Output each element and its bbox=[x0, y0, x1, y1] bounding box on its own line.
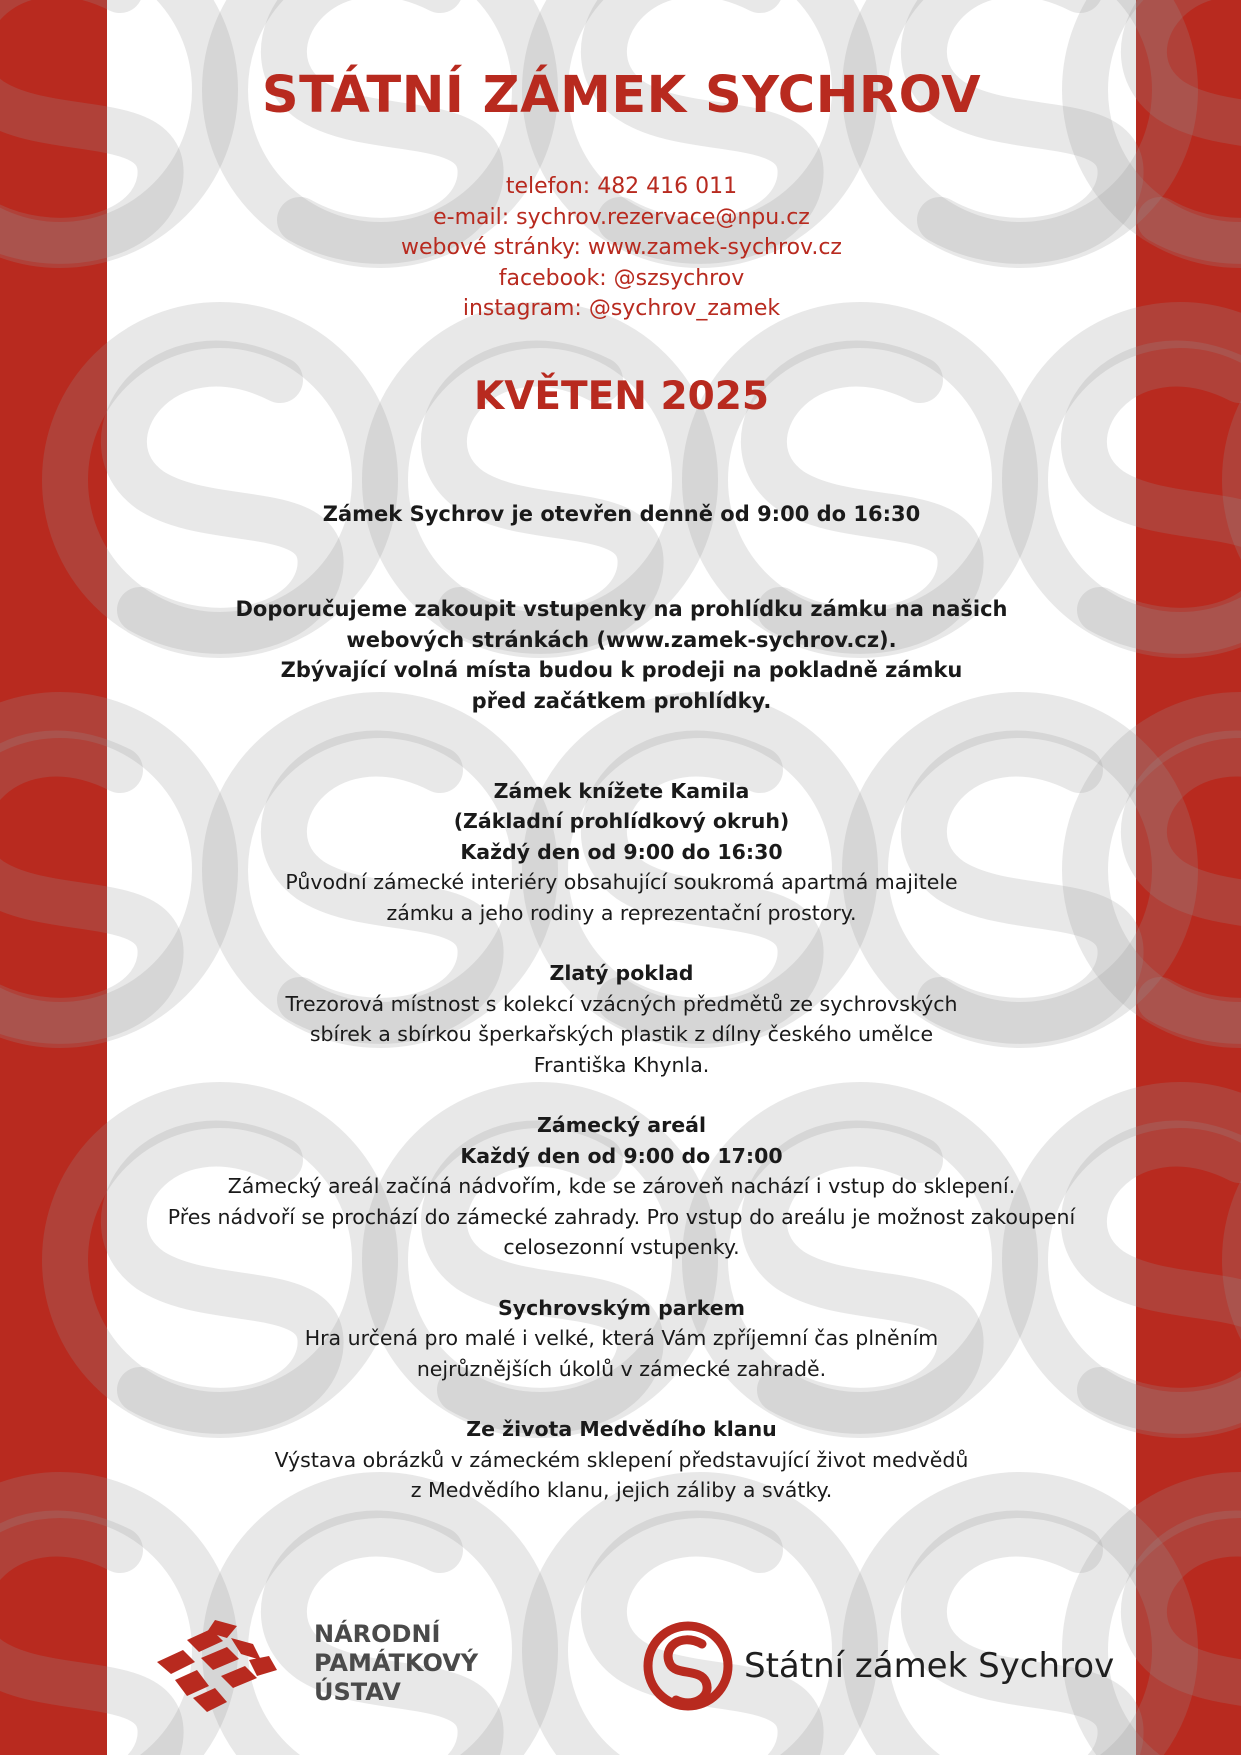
recommendation-line: před začátkem prohlídky. bbox=[471, 689, 772, 714]
website-text: webové stránky: www.zamek-sychrov.cz bbox=[401, 235, 842, 260]
section-text: Přes nádvoří se prochází do zámecké zahrady. Pro vstup do areálu je možnost zakoupení bbox=[167, 1204, 1076, 1229]
section-heading: Sychrovským parkem bbox=[497, 1295, 746, 1320]
section-heading: Ze života Medvědího klanu bbox=[466, 1417, 777, 1442]
section-text: celosezonní vstupenky. bbox=[503, 1235, 740, 1260]
poster-content bbox=[107, 0, 1136, 1755]
section-text: Hra určená pro malé i velké, která Vám zpříjemní čas plněním bbox=[304, 1326, 939, 1351]
section-sychrovskym-parkem bbox=[107, 1293, 1136, 1384]
section-text: nejrůznějších úkolů v zámecké zahradě. bbox=[416, 1356, 827, 1381]
sychrov-logo bbox=[640, 1618, 1115, 1718]
email-text: e-mail: sychrov.rezervace@npu.cz bbox=[433, 204, 810, 230]
npu-logo-line: NÁRODNÍ bbox=[314, 1620, 441, 1648]
section-text: zámku a jeho rodiny a reprezentační prostory. bbox=[386, 900, 857, 925]
section-text: sbírek a sbírkou šperkařských plastik z dílny českého umělce bbox=[309, 1022, 934, 1047]
section-zamecky-areal bbox=[107, 1110, 1136, 1262]
recommendation-line: webových stránkách (www.zamek-sychrov.cz). bbox=[346, 627, 897, 652]
page-title: STÁTNÍ ZÁMEK SYCHROV bbox=[261, 66, 982, 125]
section-heading: Zámek knížete Kamila bbox=[493, 779, 750, 803]
section-text: Původní zámecké interiéry obsahující soukromá apartmá majitele bbox=[285, 870, 958, 895]
recommendation-line: Doporučujeme zakoupit vstupenky na prohlídku zámku na našich bbox=[235, 597, 1008, 621]
section-subheading: (Základní prohlídkový okruh) bbox=[453, 809, 790, 834]
section-text: Trezorová místnost s kolekcí vzácných předmětů ze sychrovských bbox=[285, 991, 958, 1016]
month-heading: KVĚTEN 2025 bbox=[473, 374, 770, 419]
section-hours: Každý den od 9:00 do 16:30 bbox=[460, 839, 783, 864]
section-zlaty-poklad bbox=[107, 958, 1136, 1080]
section-hours: Každý den od 9:00 do 17:00 bbox=[460, 1143, 783, 1168]
section-text: Výstava obrázků v zámeckém sklepení představující život medvědů bbox=[274, 1447, 969, 1472]
section-text: z Medvědího klanu, jejich záliby a svátky. bbox=[410, 1478, 833, 1503]
section-text: Zámecký areál začíná nádvořím, kde se zároveň nachází i vstup do sklepení. bbox=[227, 1174, 1016, 1199]
instagram-text: instagram: @sychrov_zamek bbox=[462, 296, 781, 321]
npu-logo bbox=[157, 1620, 497, 1710]
opening-hours: Zámek Sychrov je otevřen denně od 9:00 do 16:30 bbox=[322, 502, 921, 526]
sychrov-logo-text: Státní zámek Sychrov bbox=[744, 1646, 1115, 1686]
sychrov-emblem-icon bbox=[640, 1618, 736, 1714]
ticket-recommendation bbox=[107, 594, 1136, 717]
program-sections bbox=[107, 776, 1136, 1536]
facebook-text: facebook: @szsychrov bbox=[498, 265, 745, 291]
section-heading: Zlatý poklad bbox=[549, 961, 694, 986]
section-zamek-knizete-kamila bbox=[107, 776, 1136, 928]
npu-logo-line: ÚSTAV bbox=[314, 1678, 401, 1706]
contact-block bbox=[107, 172, 1136, 325]
npu-logo-line: PAMÁTKOVÝ bbox=[314, 1649, 479, 1677]
section-heading: Zámecký areál bbox=[537, 1113, 706, 1138]
section-medvedi-klan bbox=[107, 1414, 1136, 1505]
phone-text: telefon: 482 416 011 bbox=[505, 174, 738, 199]
section-text: Františka Khynla. bbox=[533, 1052, 710, 1077]
npu-logo-icon bbox=[157, 1620, 297, 1715]
npu-logo-text bbox=[314, 1620, 478, 1707]
recommendation-line: Zbývající volná místa budou k prodeji na pokladně zámku bbox=[280, 658, 963, 683]
